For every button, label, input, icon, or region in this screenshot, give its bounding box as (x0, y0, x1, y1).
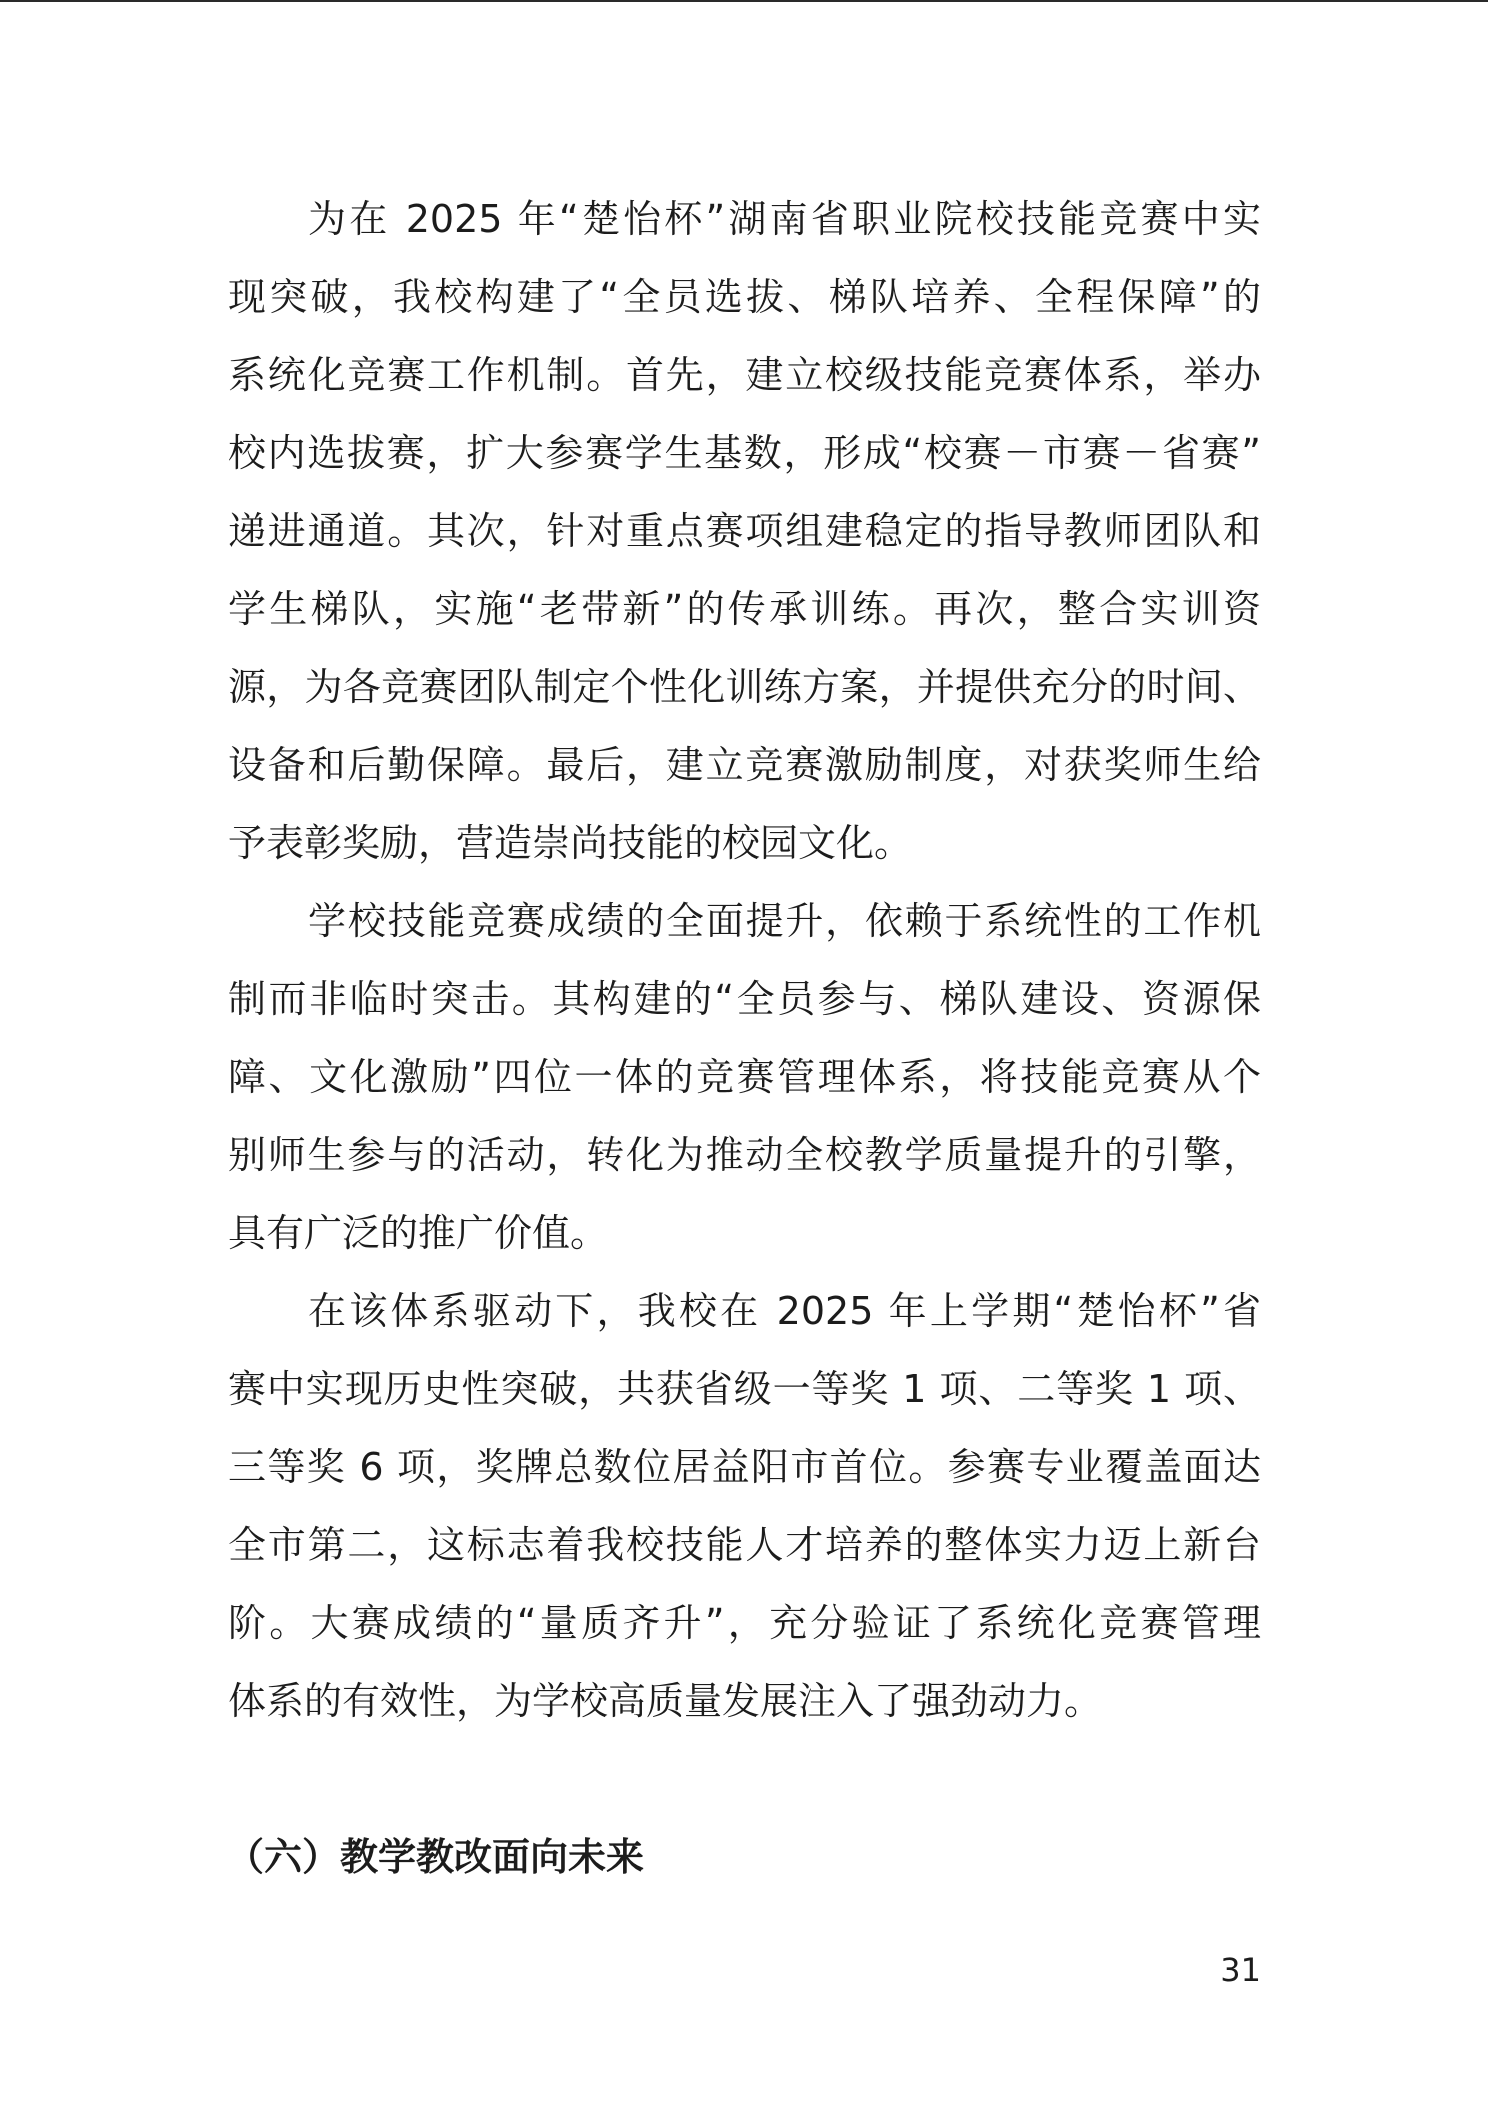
paragraph-1-line-8: 设备和后勤保障。最后，建立竞赛激励制度，对获奖师生给 (228, 743, 1261, 787)
paragraph-2-line-1: 学校技能竞赛成绩的全面提升，依赖于系统性的工作机 (308, 899, 1261, 943)
top-edge-rule (0, 0, 1488, 2)
paragraph-2-line-5: 具有广泛的推广价值。 (228, 1211, 609, 1255)
paragraph-2-line-3: 障、文化激励”四位一体的竞赛管理体系，将技能竞赛从个 (228, 1055, 1261, 1099)
body-text (228, 180, 1261, 1740)
paragraph-1-line-6: 学生梯队，实施“老带新”的传承训练。再次，整合实训资 (228, 587, 1261, 631)
page-number: 31 (1220, 1951, 1261, 1989)
paragraph-3-line-1: 在该体系驱动下，我校在 2025 年上学期“楚怡杯”省 (308, 1289, 1261, 1333)
paragraph-2 (228, 882, 1261, 1272)
paragraph-3-line-3: 三等奖 6 项，奖牌总数位居益阳市首位。参赛专业覆盖面达 (228, 1445, 1261, 1489)
paragraph-3-line-6: 体系的有效性，为学校高质量发展注入了强劲动力。 (228, 1679, 1103, 1723)
paragraph-1-line-3: 系统化竞赛工作机制。首先，建立校级技能竞赛体系，举办 (228, 353, 1261, 397)
paragraph-1-line-5: 递进通道。其次，针对重点赛项组建稳定的指导教师团队和 (228, 509, 1261, 553)
paragraph-3-line-5: 阶。大赛成绩的“量质齐升”，充分验证了系统化竞赛管理 (228, 1601, 1261, 1645)
paragraph-3-line-4: 全市第二，这标志着我校技能人才培养的整体实力迈上新台 (228, 1523, 1261, 1567)
paragraph-1-line-2: 现突破，我校构建了“全员选拔、梯队培养、全程保障”的 (228, 275, 1261, 319)
paragraph-2-line-4: 别师生参与的活动，转化为推动全校教学质量提升的引擎， (228, 1133, 1261, 1177)
section-heading: （六）教学教改面向未来 (226, 1835, 645, 1879)
paragraph-1 (228, 180, 1261, 882)
paragraph-1-line-7: 源，为各竞赛团队制定个性化训练方案，并提供充分的时间、 (228, 665, 1261, 709)
paragraph-1-line-1: 为在 2025 年“楚怡杯”湖南省职业院校技能竞赛中实 (308, 197, 1261, 241)
paragraph-1-line-9: 予表彰奖励，营造崇尚技能的校园文化。 (228, 821, 913, 865)
paragraph-2-line-2: 制而非临时突击。其构建的“全员参与、梯队建设、资源保 (228, 977, 1261, 1021)
paragraph-3-line-2: 赛中实现历史性突破，共获省级一等奖 1 项、二等奖 1 项、 (228, 1367, 1261, 1411)
paragraph-3 (228, 1272, 1261, 1740)
paragraph-1-line-4: 校内选拔赛，扩大参赛学生基数，形成“校赛－市赛－省赛” (228, 431, 1261, 475)
